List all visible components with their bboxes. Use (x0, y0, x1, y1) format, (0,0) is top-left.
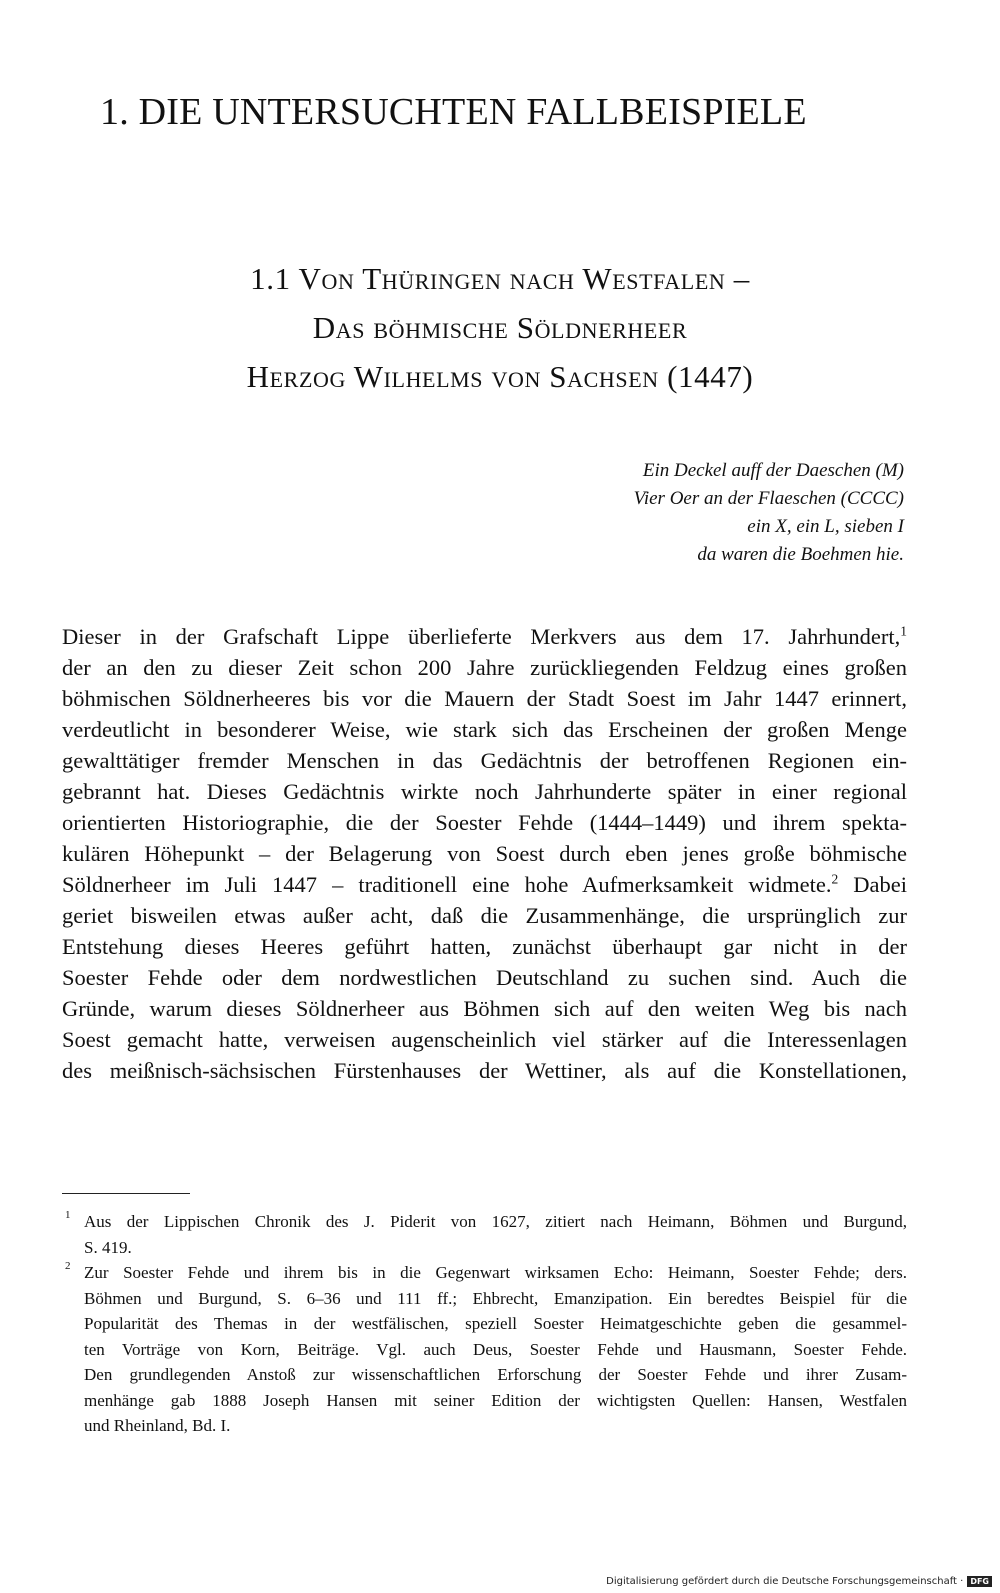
chapter-title: 1. DIE UNTERSUCHTEN FALLBEISPIELE (100, 91, 807, 133)
body-line: Soest gemacht hatte, verweisen augenscheinlich viel stärker auf die Interessenlagen (62, 1027, 907, 1052)
footnote-divider (62, 1193, 190, 1194)
epigraph-line: da waren die Boehmen hie. (697, 544, 904, 565)
body-line: orientierten Historiographie, die der Soester Fehde (1444–1449) und ihrem spekta- (62, 810, 907, 835)
epigraph (634, 457, 904, 569)
footnote-line: Popularität des Themas in der westfälischen, speziell Soester Heimatgeschichte geben die gesammel- (84, 1314, 907, 1333)
body-line: der an den zu dieser Zeit schon 200 Jahre zurückliegenden Feldzug eines großen (62, 655, 907, 680)
footnotes (62, 1209, 907, 1439)
body-line: Dieser in der Grafschaft Lippe überlieferte Merkvers aus dem 17. Jahrhundert,$^1$ (62, 623, 907, 649)
footnote-line: Böhmen und Burgund, S. 6–36 und 111 ff.; Ehbrecht, Emanzipation. Ein beredtes Beispiel für die (84, 1288, 907, 1308)
epigraph-line: Ein Deckel auff der Daeschen (M) (642, 460, 904, 481)
body-line: gebrannt hat. Dieses Gedächtnis wirkte noch Jahrhunderte später in einer regional (62, 779, 907, 804)
digitization-credit (606, 1576, 992, 1587)
section-title (60, 254, 940, 401)
credit-text: Digitalisierung gefördert durch die Deutsche Forschungsgemeinschaft · (606, 1576, 964, 1587)
body-line: gewalttätiger fremder Menschen in das Gedächtnis der betroffenen Regionen ein- (62, 748, 907, 773)
section-title-line: 1.1 Von Thüringen nach Westfalen – (250, 261, 750, 296)
footnote-line: Aus der Lippischen Chronik des J. Piderit von 1627, zitiert nach Heimann, Böhmen und Burgund, (84, 1212, 907, 1231)
epigraph-line: Vier Oer an der Flaeschen (CCCC) (633, 488, 904, 509)
body-line: geriet bisweilen etwas außer acht, daß die Zusammenhänge, die ursprünglich zur (62, 903, 907, 928)
footnote-1 (62, 1209, 907, 1260)
section-title-line: Das böhmische Söldnerheer (312, 310, 688, 345)
footnote-number: 2 (65, 1260, 71, 1272)
epigraph-line: ein X, ein L, sieben I (747, 516, 904, 537)
footnote-line: und Rheinland, Bd. I. (84, 1416, 231, 1435)
section-title-line: Herzog Wilhelms von Sachsen (1447) (246, 359, 754, 394)
footnote-number: 1 (65, 1209, 71, 1221)
footnote-line: S. 419. (84, 1237, 132, 1257)
footnote-ref-1[interactable]: 1 (900, 623, 907, 639)
footnote-line: ten Vorträge von Korn, Beiträge. Vgl. auch Deus, Soester Fehde und Hausmann, Soester Fehde. (84, 1339, 907, 1359)
body-line: Soester Fehde oder dem nordwestlichen Deutschland zu suchen sind. Auch die (62, 965, 907, 990)
footnote-line: menhänge gab 1888 Joseph Hansen mit seiner Edition der wichtigsten Quellen: Hansen, Westfalen (84, 1390, 907, 1410)
body-line: des meißnisch-sächsischen Fürstenhauses der Wettiner, als auf die Konstellationen, (62, 1058, 907, 1083)
footnote-line: Den grundlegenden Anstoß zur wissenschaftlichen Erforschung der Soester Fehde und ihrer Zusam- (84, 1365, 907, 1384)
body-line: kulären Höhepunkt – der Belagerung von Soest durch eben jenes große böhmische (62, 841, 907, 866)
footnote-ref-2[interactable]: 2 (831, 871, 839, 887)
body-line: Gründe, warum dieses Söldnerheer aus Böhmen sich auf den weiten Weg bis nach (62, 996, 907, 1021)
body-line: verdeutlicht in besonderer Weise, wie stark sich das Erscheinen der großen Menge (62, 717, 907, 742)
body-line: Söldnerheer im Juli 1447 – traditionell eine hohe Aufmerksamkeit widmete.$^2$ Dabei (62, 871, 908, 897)
footnote-line: Zur Soester Fehde und ihrem bis in die Gegenwart wirksamen Echo: Heimann, Soester Fehde; ders. (84, 1263, 907, 1282)
body-line: Entstehung dieses Heeres geführt hatten, zunächst überhaupt gar nicht in der (62, 934, 907, 959)
dfg-logo: DFG (967, 1576, 992, 1587)
footnote-2 (62, 1260, 907, 1439)
body-line: böhmischen Söldnerheeres bis vor die Mauern der Stadt Soest im Jahr 1447 erinnert, (62, 686, 907, 711)
body-paragraph (62, 621, 907, 1086)
